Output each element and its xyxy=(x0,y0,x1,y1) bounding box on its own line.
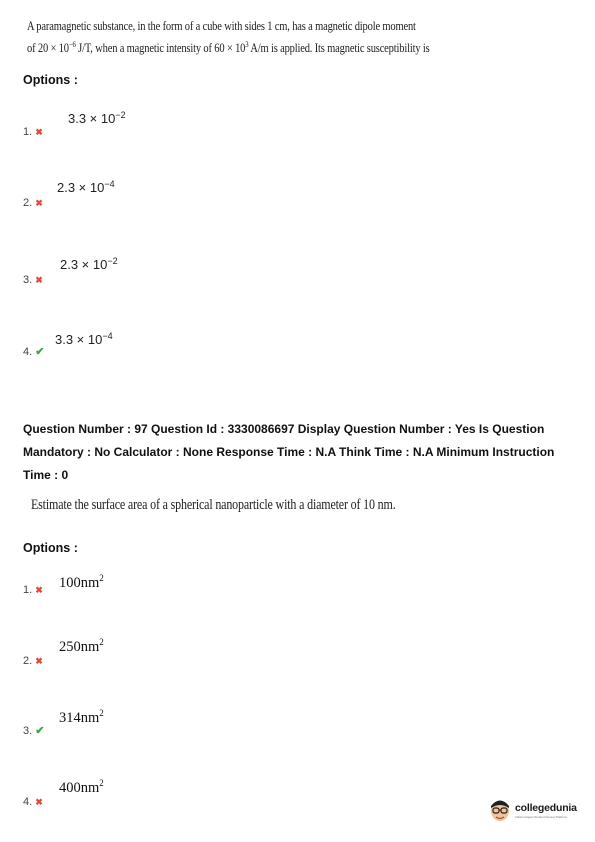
option-exponent: 2 xyxy=(99,778,104,788)
options-label: Options : xyxy=(23,541,78,555)
option-base: 3.3 × 10 xyxy=(68,111,116,126)
option-number: 4. xyxy=(23,796,33,808)
mascot-icon xyxy=(489,797,511,823)
option-number: 3. xyxy=(23,725,33,737)
correct-icon: ✔ xyxy=(35,725,45,737)
option-marker xyxy=(23,342,44,360)
option-marker xyxy=(23,193,43,211)
option-number: 2. xyxy=(23,197,33,209)
question-text-part: A/m is applied. Its magnetic susceptibility is xyxy=(248,41,430,56)
logo-name: collegedunia xyxy=(515,801,577,814)
wrong-icon: ✖ xyxy=(35,797,43,807)
option-base: 314nm xyxy=(59,710,100,726)
exponent: 3 xyxy=(245,40,249,49)
option-marker xyxy=(23,721,44,739)
option-exponent: 2 xyxy=(99,637,104,647)
option-value xyxy=(55,331,113,347)
option-exponent: −4 xyxy=(104,179,115,189)
option-base: 3.3 × 10 xyxy=(55,332,103,347)
option-number: 1. xyxy=(23,584,33,596)
option-value xyxy=(59,778,104,797)
option-base: 400nm xyxy=(59,780,100,796)
option-value xyxy=(57,179,115,195)
option-number: 3. xyxy=(23,274,33,286)
option-value xyxy=(59,573,104,592)
question-text-line2 xyxy=(27,40,430,56)
option-value xyxy=(59,708,104,727)
question-meta xyxy=(23,418,554,487)
wrong-icon: ✖ xyxy=(35,198,43,208)
question-text-part: J/T, when a magnetic intensity of 60 × 10 xyxy=(75,41,246,56)
option-value xyxy=(60,256,118,272)
wrong-icon: ✖ xyxy=(35,127,43,137)
option-base: 2.3 × 10 xyxy=(57,180,105,195)
option-base: 2.3 × 10 xyxy=(60,257,108,272)
option-marker xyxy=(23,270,43,288)
correct-icon: ✔ xyxy=(35,346,45,358)
option-exponent: −2 xyxy=(115,110,126,120)
option-value xyxy=(59,637,104,656)
wrong-icon: ✖ xyxy=(35,275,43,285)
option-exponent: −4 xyxy=(102,331,113,341)
option-base: 100nm xyxy=(59,575,100,591)
option-exponent: −2 xyxy=(107,256,118,266)
wrong-icon: ✖ xyxy=(35,656,43,666)
wrong-icon: ✖ xyxy=(35,585,43,595)
question-meta-line: Time : 0 xyxy=(23,468,69,482)
exponent: −6 xyxy=(68,40,76,49)
option-marker xyxy=(23,792,43,810)
logo-tagline: India's largest Student Review Platform xyxy=(515,814,568,819)
question-text-line1: A paramagnetic substance, in the form of a cube with sides 1 cm, has a magnetic dipole moment xyxy=(27,19,416,33)
option-base: 250nm xyxy=(59,639,100,655)
question-text: Estimate the surface area of a spherical nanoparticle with a diameter of 10 nm. xyxy=(31,497,396,513)
option-marker xyxy=(23,580,43,598)
option-marker xyxy=(23,651,43,669)
option-value xyxy=(68,110,126,126)
question-meta-line: Mandatory : No Calculator : None Response Time : N.A Think Time : N.A Minimum Instruction xyxy=(23,445,555,459)
collegedunia-logo xyxy=(489,797,577,823)
option-number: 2. xyxy=(23,655,33,667)
option-number: 1. xyxy=(23,126,33,138)
option-exponent: 2 xyxy=(99,708,104,718)
question-text-part: of 20 × 10 xyxy=(27,41,69,56)
option-exponent: 2 xyxy=(99,573,104,583)
logo-text-block xyxy=(515,802,577,819)
question-meta-line: Question Number : 97 Question Id : 3330086697 Display Question Number : Yes Is Question xyxy=(23,422,545,436)
options-label: Options : xyxy=(23,73,78,87)
option-marker xyxy=(23,122,43,140)
option-number: 4. xyxy=(23,346,33,358)
